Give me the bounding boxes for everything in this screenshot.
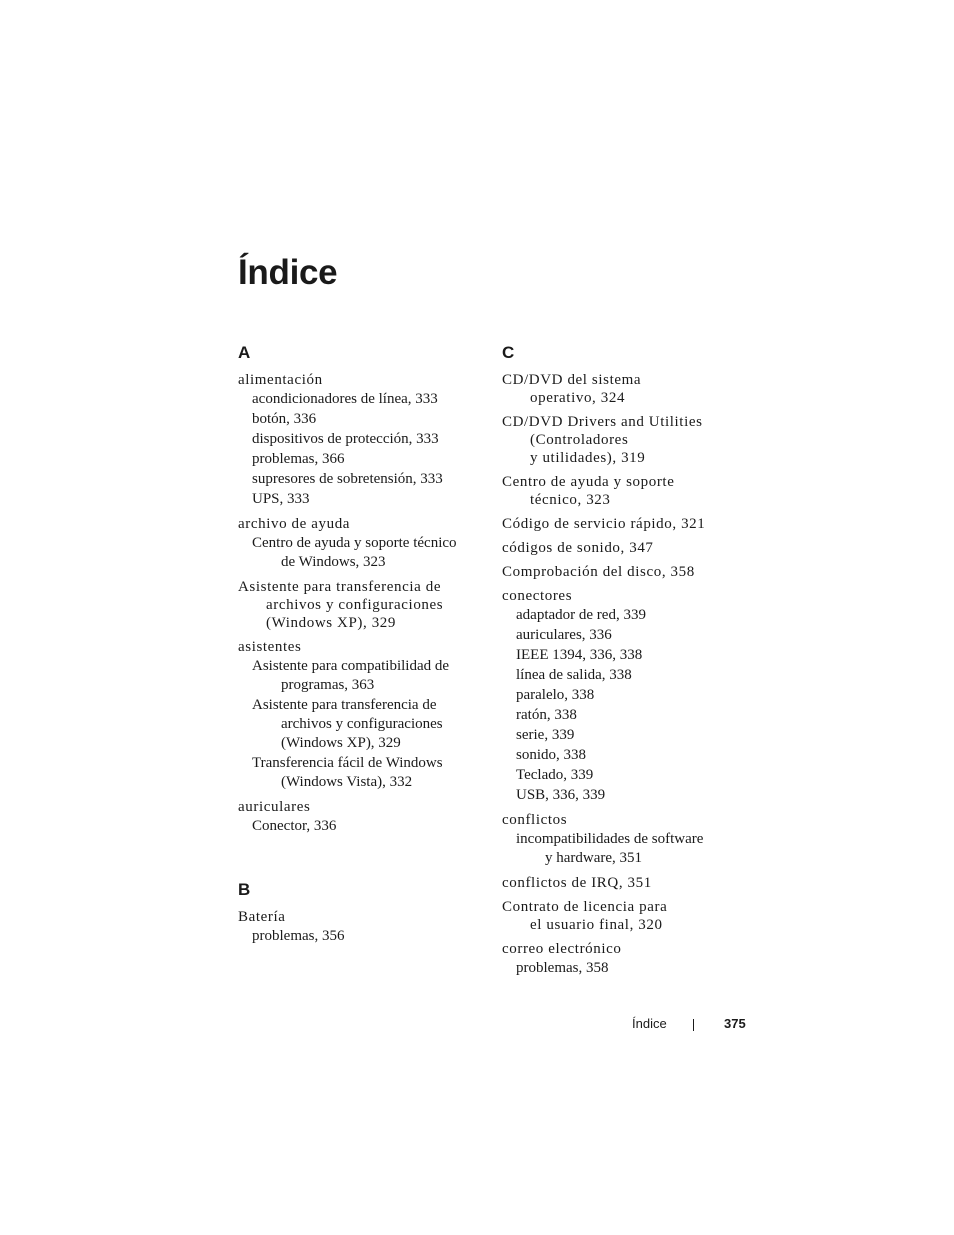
main-term: auriculares xyxy=(238,799,311,815)
index-column-right xyxy=(502,343,752,984)
main-term: Centro de ayuda y soporte xyxy=(502,474,675,490)
main-term: códigos de sonido, 347 xyxy=(502,540,654,556)
sub-term: problemas, 366 xyxy=(252,451,345,467)
sub-term: problemas, 356 xyxy=(252,928,345,944)
sub-term: Transferencia fácil de Windows xyxy=(252,755,443,771)
main-term: conflictos xyxy=(502,812,568,828)
sub-term: serie, 339 xyxy=(516,727,575,743)
section-letter-a: A xyxy=(238,343,251,362)
sub-term-continuation: y hardware, 351 xyxy=(545,850,643,866)
index-entry-conflictos-irq xyxy=(502,874,752,892)
sub-term: botón, 336 xyxy=(252,411,317,427)
main-term: archivo de ayuda xyxy=(238,516,351,532)
sub-term: incompatibilidades de software xyxy=(516,831,704,847)
main-term-continuation: archivos y configuraciones xyxy=(266,597,444,613)
main-term: CD/DVD Drivers and Utilities xyxy=(502,414,703,430)
sub-term: Teclado, 339 xyxy=(516,767,594,783)
section-spacer xyxy=(238,842,488,880)
sub-term: dispositivos de protección, 333 xyxy=(252,431,439,447)
index-entry-auriculares xyxy=(238,798,488,836)
sub-term: sonido, 338 xyxy=(516,747,587,763)
sub-term: Centro de ayuda y soporte técnico xyxy=(252,535,457,551)
sub-term: línea de salida, 338 xyxy=(516,667,632,683)
main-term: Comprobación del disco, 358 xyxy=(502,564,695,580)
sub-term: supresores de sobretensión, 333 xyxy=(252,471,443,487)
main-term: Código de servicio rápido, 321 xyxy=(502,516,706,532)
index-entry-asistente-transferencia xyxy=(238,578,488,632)
index-entry-archivo-ayuda xyxy=(238,515,488,572)
index-entry-cd-drivers xyxy=(502,413,752,467)
index-entry-comprobacion-disco xyxy=(502,563,752,581)
main-term: asistentes xyxy=(238,639,302,655)
footer-divider xyxy=(693,1019,694,1031)
main-term: Batería xyxy=(238,909,286,925)
index-entry-asistentes xyxy=(238,638,488,792)
sub-term-continuation: (Windows XP), 329 xyxy=(281,735,401,751)
main-term: correo electrónico xyxy=(502,941,622,957)
sub-term: acondicionadores de línea, 333 xyxy=(252,391,438,407)
main-term: conflictos de IRQ, 351 xyxy=(502,875,652,891)
sub-term: Asistente para transferencia de xyxy=(252,697,437,713)
sub-term: auriculares, 336 xyxy=(516,627,612,643)
index-entry-contrato-licencia xyxy=(502,898,752,934)
sub-term-continuation: archivos y configuraciones xyxy=(281,716,443,732)
index-entry-codigo-servicio xyxy=(502,515,752,533)
sub-term: USB, 336, 339 xyxy=(516,787,606,803)
index-entry-centro-ayuda xyxy=(502,473,752,509)
main-term: Contrato de licencia para xyxy=(502,899,668,915)
sub-term: paralelo, 338 xyxy=(516,687,595,703)
index-entry-cd-sistema xyxy=(502,371,752,407)
sub-term: UPS, 333 xyxy=(252,491,310,507)
sub-term: Conector, 336 xyxy=(252,818,337,834)
main-term-continuation: y utilidades), 319 xyxy=(530,450,646,466)
main-term: conectores xyxy=(502,588,573,604)
sub-term: IEEE 1394, 336, 338 xyxy=(516,647,643,663)
main-term-continuation: (Windows XP), 329 xyxy=(266,615,397,631)
index-entry-bateria xyxy=(238,908,488,946)
index-entry-alimentacion xyxy=(238,371,488,509)
main-term: Asistente para transferencia de xyxy=(238,579,442,595)
main-term-continuation: operativo, 324 xyxy=(530,390,626,406)
main-term: alimentación xyxy=(238,372,323,388)
main-term-continuation: (Controladores xyxy=(530,432,629,448)
sub-term: adaptador de red, 339 xyxy=(516,607,646,623)
index-entry-conectores xyxy=(502,587,752,805)
sub-term-continuation: (Windows Vista), 332 xyxy=(281,774,413,790)
sub-term-continuation: programas, 363 xyxy=(281,677,375,693)
main-term-continuation: técnico, 323 xyxy=(530,492,611,508)
main-term: CD/DVD del sistema xyxy=(502,372,642,388)
sub-term: Asistente para compatibilidad de xyxy=(252,658,450,674)
sub-term: problemas, 358 xyxy=(516,960,609,976)
index-entry-correo xyxy=(502,940,752,978)
sub-term-continuation: de Windows, 323 xyxy=(281,554,386,570)
footer-section-label: Índice xyxy=(632,1016,667,1031)
index-entry-codigos-sonido xyxy=(502,539,752,557)
section-letter-b: B xyxy=(238,880,251,899)
page-number: 375 xyxy=(724,1016,746,1031)
section-letter-c: C xyxy=(502,343,515,362)
index-entry-conflictos xyxy=(502,811,752,868)
main-term-continuation: el usuario final, 320 xyxy=(530,917,663,933)
sub-term: ratón, 338 xyxy=(516,707,577,723)
page-title: Índice xyxy=(238,253,338,292)
index-column-left xyxy=(238,343,488,952)
